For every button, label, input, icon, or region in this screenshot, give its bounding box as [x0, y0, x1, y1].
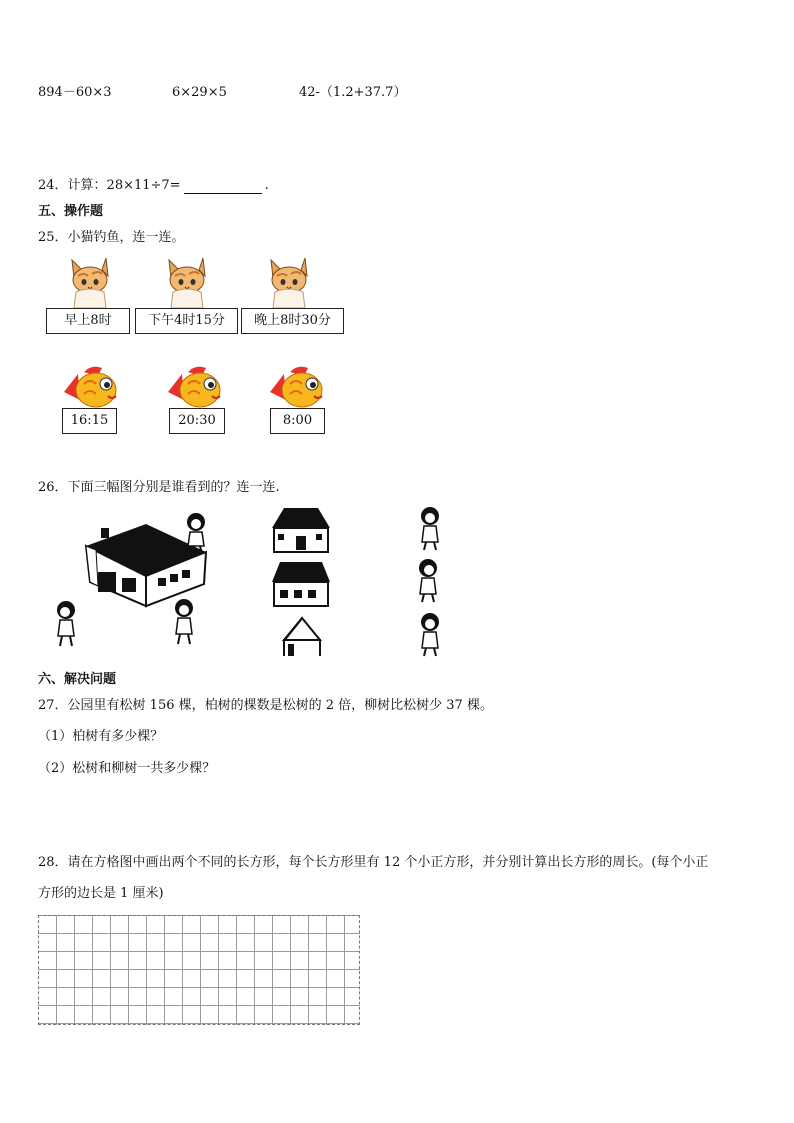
- cat-time-label[interactable]: 晚上8时30分: [241, 308, 344, 334]
- question-27-sub-1: （1）柏树有多少棵？: [38, 729, 164, 744]
- question-26-text: 26．下面三幅图分别是谁看到的？连一连.: [38, 480, 280, 495]
- fish-icon: [62, 364, 120, 410]
- question-27-text: 27．公园里有松树 156 棵，柏树的棵数是松树的 2 倍，柳树比松树少 37 棵。: [38, 698, 493, 713]
- question-24-tail: .: [264, 178, 269, 193]
- question-24: [38, 178, 269, 194]
- fish-time-label[interactable]: 16:15: [62, 408, 117, 434]
- expression-2: 6×29×5: [172, 85, 227, 100]
- question-24-text: 24．计算：28×11÷7=: [38, 178, 181, 193]
- fish-icon: [268, 364, 326, 410]
- expression-1: 894－60×3: [38, 85, 112, 100]
- cat-icon: [163, 256, 209, 308]
- fish-time-label[interactable]: 8:00: [270, 408, 325, 434]
- children-illustration: [410, 506, 450, 661]
- section-6-title: 六、解决问题: [38, 672, 117, 687]
- cat-time-label[interactable]: 早上8时: [46, 308, 130, 334]
- cat-time-label[interactable]: 下午4时15分: [135, 308, 238, 334]
- question-25-text: 25．小猫钓鱼，连一连。: [38, 230, 185, 245]
- cat-icon: [66, 256, 112, 308]
- section-5-title: 五、操作题: [38, 204, 104, 219]
- answer-blank[interactable]: [184, 180, 262, 194]
- fish-time-label[interactable]: 20:30: [169, 408, 225, 434]
- question-28-line-1: 28．请在方格图中画出两个不同的长方形，每个长方形里有 12 个小正方形，并分别计算出长方形的周长。(每个小正: [38, 855, 709, 870]
- drawing-grid[interactable]: [38, 915, 360, 1025]
- fish-icon: [166, 364, 224, 410]
- cat-icon: [265, 256, 311, 308]
- question-28-line-2: 方形的边长是 1 厘米): [38, 886, 164, 901]
- house-views-illustration: [270, 506, 332, 656]
- house-scene-illustration: [46, 506, 246, 656]
- expression-3: 42-（1.2+37.7）: [299, 85, 407, 100]
- question-27-sub-2: （2）松树和柳树一共多少棵？: [38, 761, 216, 776]
